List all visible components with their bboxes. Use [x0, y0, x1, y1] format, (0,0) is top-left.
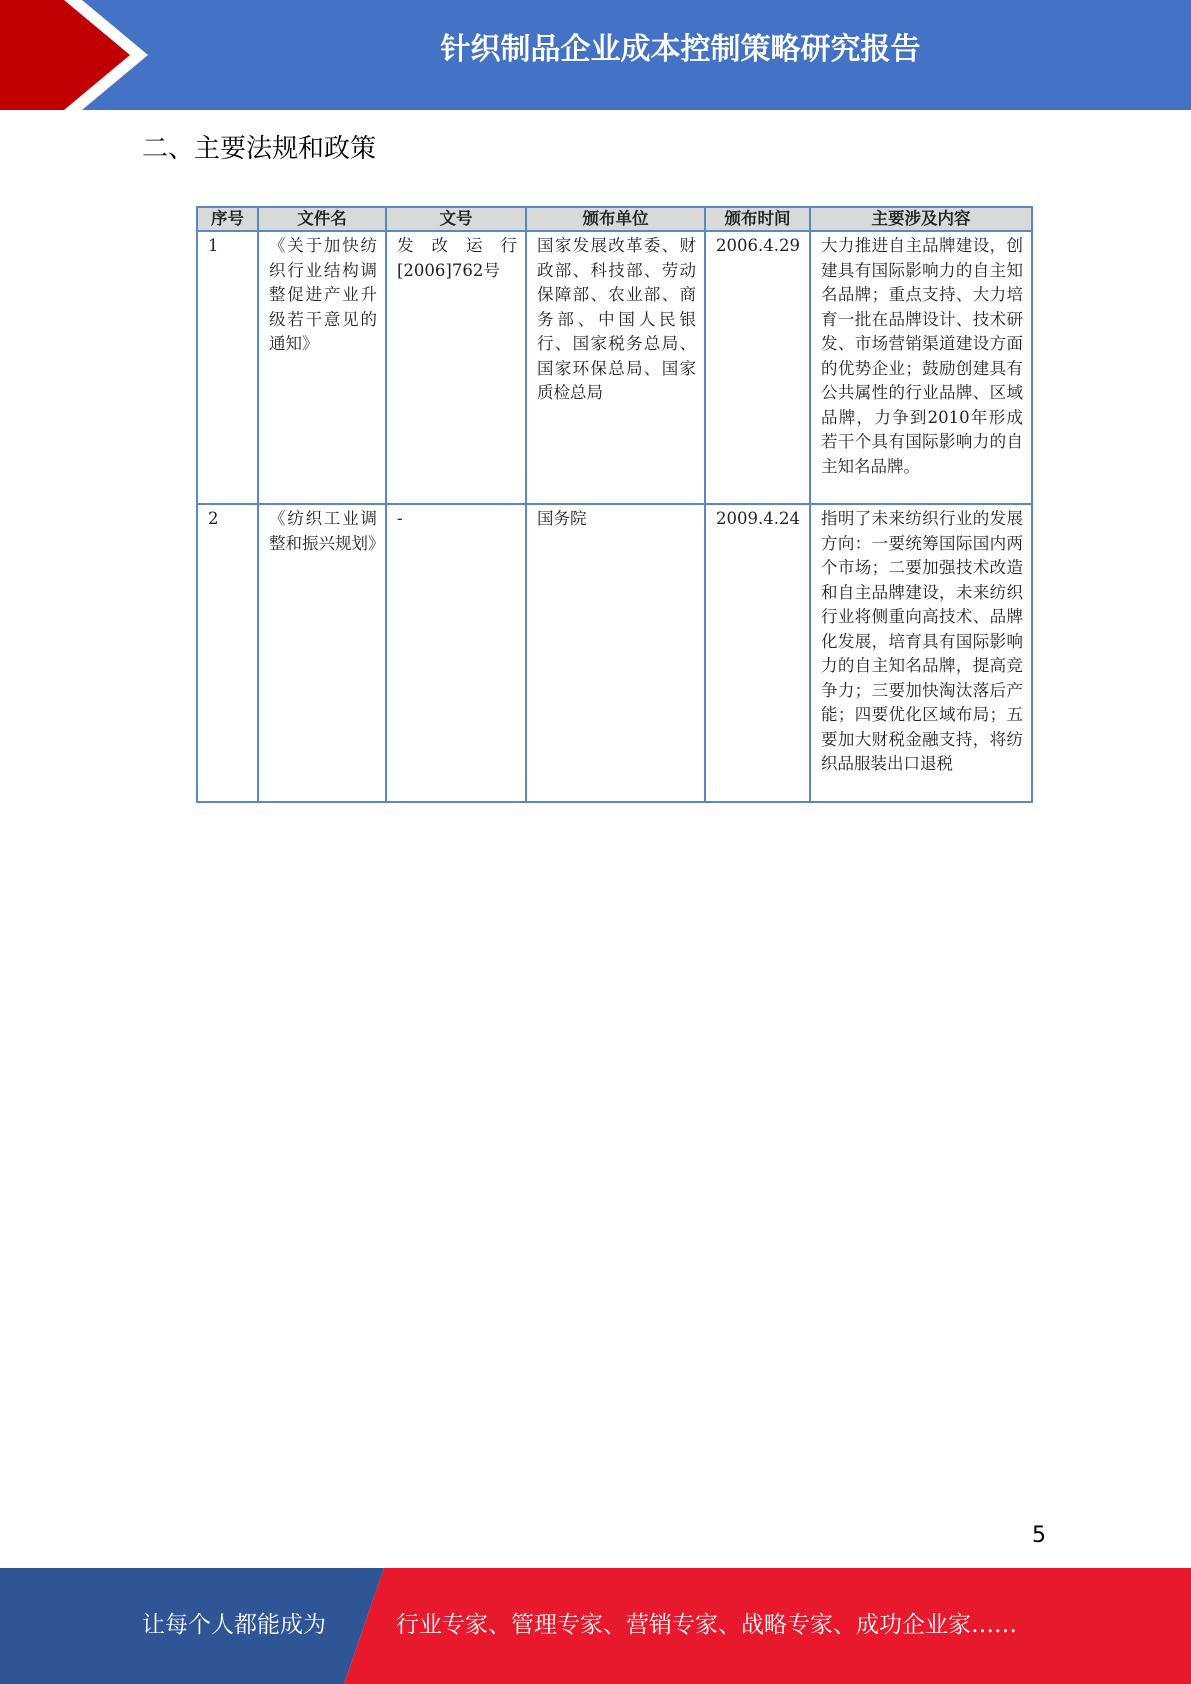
cell-content: 大力推进自主品牌建设，创建具有国际影响力的自主知名品牌；重点支持、大力培育一批在品牌设计、技术研发、市场营销渠道建设方面的优势企业；鼓励创建具有公共属性的行业品牌、区域品牌，力争到2010年形成若干个具有国际影响力的自主知名品牌。 [810, 231, 1032, 504]
policy-table [196, 206, 1033, 803]
cell-doc-no: - [386, 504, 526, 802]
header-cell-no: 序号 [197, 207, 258, 231]
footer-slogan-right: 行业专家、管理专家、营销专家、战略专家、成功企业家…… [396, 1612, 1017, 1638]
table-row [197, 504, 1032, 802]
cell-no: 2 [197, 504, 258, 802]
header-chevron-decoration [0, 0, 160, 110]
cell-content: 指明了未来纺织行业的发展方向：一要统筹国际国内两个市场；二要加强技术改造和自主品牌建设，未来纺织行业将侧重向高技术、品牌化发展，培育具有国际影响力的自主知名品牌，提高竞争力；三要加快淘汰落后产能；四要优化区域布局；五要加大财税金融支持，将纺织品服装出口退税 [810, 504, 1032, 802]
cell-doc-no: 发改运行[2006]762号 [386, 231, 526, 504]
header-cell-doc-no: 文号 [386, 207, 526, 231]
header-cell-content: 主要涉及内容 [810, 207, 1032, 231]
page-header [0, 0, 1191, 110]
table-header-row [197, 207, 1032, 231]
page-footer [0, 1568, 1191, 1684]
header-cell-issuer: 颁布单位 [526, 207, 705, 231]
document-title: 针织制品企业成本控制策略研究报告 [440, 32, 921, 67]
cell-no: 1 [197, 231, 258, 504]
cell-issuer: 国务院 [526, 504, 705, 802]
header-cell-date: 颁布时间 [705, 207, 810, 231]
cell-date: 2009.4.24 [705, 504, 810, 802]
cell-name: 《关于加快纺织行业结构调整促进产业升级若干意见的通知》 [258, 231, 386, 504]
cell-issuer: 国家发展改革委、财政部、科技部、劳动保障部、农业部、商务部、中国人民银行、国家税务总局、国家环保总局、国家质检总局 [526, 231, 705, 504]
header-cell-name: 文件名 [258, 207, 386, 231]
cell-name: 《纺织工业调整和振兴规划》 [258, 504, 386, 802]
table-row [197, 231, 1032, 504]
cell-date: 2006.4.29 [705, 231, 810, 504]
footer-slogan-left: 让每个人都能成为 [142, 1612, 326, 1638]
page-number: 5 [1032, 1523, 1046, 1548]
section-heading: 二、主要法规和政策 [142, 134, 377, 164]
